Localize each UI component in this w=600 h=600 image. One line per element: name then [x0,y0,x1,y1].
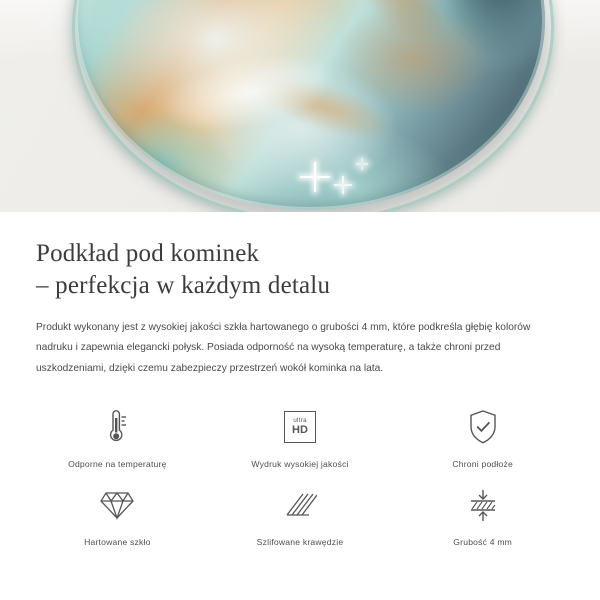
page-title [36,238,564,302]
feature-label: Odporne na temperaturę [68,459,167,470]
diamond-icon [99,483,135,527]
feature-label: Grubość 4 mm [453,537,513,548]
feature-label: Wydruk wysokiej jakości [251,459,349,470]
description-paragraph: Produkt wykonany jest z wysokiej jakości szkła hartowanego o grubości 4 mm, które podkreśla głębię kolorów nadruku i zapewnia elegancki połysk. Posiada odporność na wysoką temperaturę, a także chroni przed uszkodzeniami, dzięki czemu zabezpieczy przestrzeń wokół kominka na lata. [36,322,531,374]
thermometer-icon [100,405,134,449]
feature-item-print-quality [209,405,392,469]
ultra-hd-top: ultra [293,417,307,425]
feature-item-tempered-glass [26,483,209,547]
ultra-hd-bottom: HD [292,424,308,437]
feature-item-thickness [391,483,574,547]
polished-edges-icon [283,483,317,527]
hero-image [0,0,600,212]
feature-item-polished-edges [209,483,392,547]
feature-label: Hartowane szkło [84,537,151,548]
shield-check-icon [466,405,500,449]
feature-item-temperature [26,405,209,469]
feature-grid [0,405,600,547]
feature-item-surface-protection [391,405,574,469]
text-content [0,212,600,379]
ultra-hd-icon [284,405,316,449]
headline-line-2: – perfekcja w każdym detalu [36,272,331,299]
feature-label: Chroni podłoże [452,459,513,470]
headline-line-1: Podkład pod kominek [36,240,260,267]
feature-label: Szlifowane krawędzie [256,537,344,548]
thickness-arrows-icon [466,483,500,527]
